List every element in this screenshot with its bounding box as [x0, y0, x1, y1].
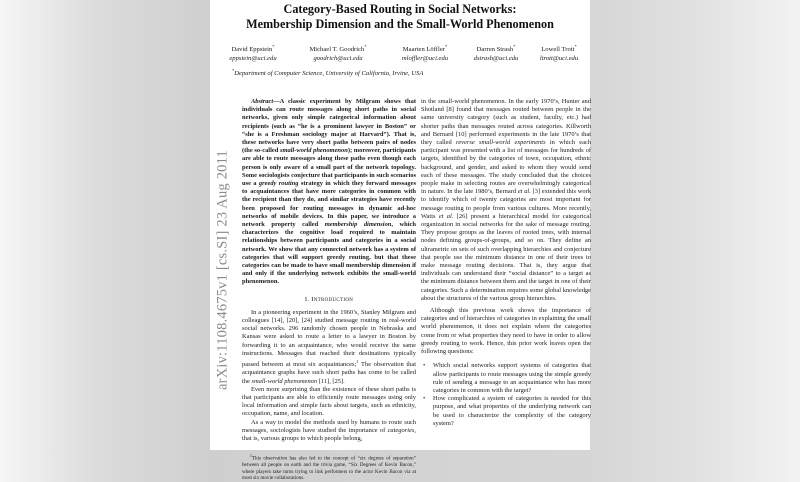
abstract-dash: — — [273, 98, 280, 105]
paragraph-emphasis: et al. — [517, 188, 531, 196]
author-email: eppstein@uci.edu — [229, 55, 277, 63]
arxiv-stamp — [208, 100, 238, 440]
affiliation-mark: * — [232, 68, 235, 73]
footnote-mark: 1 — [250, 454, 252, 459]
footnote — [242, 453, 416, 481]
paragraph-text: In a pioneering experiment in the 1960’s, Stanley Milgram and colleagues [14], [20], [24] studied message routing in real-world social networks. 296 randomly chosen people in Nebraska and Kansas were asked to route a letter to a lawyer in Boston by forwarding it to an acquaintance, who would receive the same instructions. Messages that reached their destinations typically passed between at most six acquaintances; — [242, 308, 416, 369]
arxiv-identifier: arXiv:1108.4675v1 [cs.SI] 23 Aug 2011 — [214, 150, 231, 390]
abstract — [242, 98, 416, 287]
section-number: I. — [304, 295, 310, 303]
right-paragraph-2: Although this previous work shows the importance of categories and of hierarchies of categories in explaining the small world phenomenon, it does not explain where the categories come from or what properties they need to have in order to allow greedy routing to work. Hence, this prior work leaves open the following questions: — [421, 307, 591, 356]
author-mark: * — [364, 44, 367, 49]
paragraph-text: , that is, various groups to which people belong, — [242, 426, 416, 443]
right-paragraph-1 — [421, 98, 591, 303]
title-line-2: Membership Dimension and the Small-World Phenomenon — [246, 17, 554, 31]
footnote-ref[interactable]: 1 — [356, 359, 359, 365]
author-email: dstrash@uci.edu — [473, 55, 519, 63]
left-column — [242, 98, 416, 482]
paragraph-emphasis: et al. — [438, 212, 454, 220]
paragraph-text: As a way to model the methods used by humans to route such messages, sociologists have studied the importance of — [242, 418, 416, 434]
paragraph-text: The observation that acquaintance graphs have such short paths has come to be called the — [242, 361, 416, 385]
abstract-label: Abstract — [251, 98, 274, 105]
right-column — [421, 98, 591, 428]
abstract-emphasis: small-world phenomenon — [279, 147, 348, 155]
author-name: David Eppstein — [231, 46, 273, 54]
abstract-text: A classic experiment by Milgram shows that individuals can route messages along short paths in social networks, given only simple categorical information about recipients (such as “he is a prominent lawyer in Boston” or “she is a Freshman sociology major at Harvard”). That is, these networks have very short paths between pairs of nodes (the so-called — [242, 98, 416, 155]
paragraph-text: [11], [25]. — [317, 377, 345, 385]
question-item: • How complicated a system of categories is needed for this purpose, and what properties of the underlying network can be used to characterize the complexity of the category system? — [421, 395, 591, 428]
paragraph-emphasis: small-world phenomenon — [251, 377, 318, 385]
abstract-emphasis: greedy routing — [258, 180, 299, 188]
paragraph-text: in which each participant was presented with a list of messages for hundreds of targets, identified by the categories of town, occupation, ethnic background, and gender, and asked to whom they would send each of these messages. The study concluded that the choices people make in selecting routes are overwhelmingly categorical in nature. In the late 1980’s, Bernard — [421, 139, 591, 196]
paper-title — [210, 2, 590, 32]
section-title: Introduction — [311, 295, 354, 303]
intro-paragraph-2: Even more surprising than the existence of these short paths is that participants are able to efficiently route messages using only local information and simple facts about targets, such as ethnicity, occupation, name, and location. — [242, 385, 416, 418]
author-name: Michael T. Goodrich — [309, 46, 365, 54]
affiliation-text: Department of Computer Science, University of California, Irvine, USA — [234, 70, 424, 78]
author-mark: * — [513, 44, 516, 49]
paragraph-text: in the small-world phenomenon. In the early 1970’s, Hunter and Shotland [8] found that messages routed between people in the same university category (such as student, faculty, etc.) had shorter paths than messages routed across categories. Killworth and Bernard [10] performed experiments in the late 1970’s that they called — [421, 98, 591, 147]
author-email: ltrott@uci.edu — [539, 55, 579, 63]
author-email: mloffler@uci.edu — [401, 55, 449, 63]
paragraph-emphasis: categories — [387, 426, 415, 434]
paper-page — [210, 0, 592, 482]
author-block — [222, 42, 284, 63]
author-block — [298, 42, 378, 63]
author-mark: * — [574, 44, 577, 49]
intro-paragraph-1 — [242, 309, 416, 386]
author-block — [530, 42, 588, 63]
question-item: • Which social networks support systems of categories that allow participants to route messages using the simple greedy rule of sending a message to an acquaintance who has more categories in common with the target? — [421, 362, 591, 395]
abstract-text: ); moreover, participants are able to route messages along these paths even though each person is only aware of a small part of the network topology. Some sociologists conjecture that participants in such scenarios use a — [242, 147, 416, 188]
author-mark: * — [444, 44, 448, 49]
author-mark: * — [272, 44, 275, 49]
section-heading-introduction — [242, 296, 416, 304]
intro-paragraph-3 — [242, 419, 416, 444]
question-list — [421, 362, 591, 428]
footnote-text: This observation has also led to the concept of “six degrees of separation” between all people on earth and the trivia game, “Six Degrees of Kevin Bacon,” where players take turns trying to link performers to the actor Kevin Bacon via at most six movie collaborations. — [242, 455, 416, 482]
title-line-1: Category-Based Routing in Social Networks: — [283, 2, 517, 16]
author-block — [464, 42, 528, 63]
affiliation — [232, 68, 423, 77]
paragraph-text: [26] present a hierarchical model for categorical organization in social networks for the sake of message routing. They propose groups as the leaves of rooted trees, with internal nodes defining groups-of-groups, and so on. They define an ultrametric on sets of such overlapping hierarchies and conjecture that people use the minimum distance in one of their trees to make message routing decisions. That is, they argue that individuals can understand their “social distance” to a target as the minimum distance between them and the target in one of their categories. Such a determination requires some global knowledge about the structures of the various group hierarchies. — [421, 212, 592, 302]
author-name: Lowell Trott — [541, 46, 575, 54]
paragraph-emphasis: reverse small-world experiments — [456, 139, 546, 147]
author-name: Darren Strash — [476, 46, 514, 54]
author-email: goodrich@uci.edu — [313, 55, 363, 63]
paragraph-text: [3] extended this work to identify which of twenty categories are most important for message routing to people from various cultures. More recently, Watts — [421, 188, 592, 220]
abstract-text: strategy in which they forward messages to acquaintances that have more categories in common with the recipient than they do, and similar strategies have recently been proposed for routing messages in dynamic ad-hoc networks of mobile devices. In this paper, we introduce a network property called — [242, 180, 416, 229]
abstract-text: , which characterizes the cognitive load required to maintain relationships between participants and categories in a social network. We show that any connected network has a system of categories that will support greedy routing, but that these categories can be made to have small membership dimension if and only if the underlying network exhibits the small-world phenomenon. — [242, 221, 416, 286]
author-name: Maarten Löffler — [402, 46, 445, 54]
abstract-emphasis: membership dimension — [324, 221, 392, 229]
author-block — [393, 42, 457, 63]
